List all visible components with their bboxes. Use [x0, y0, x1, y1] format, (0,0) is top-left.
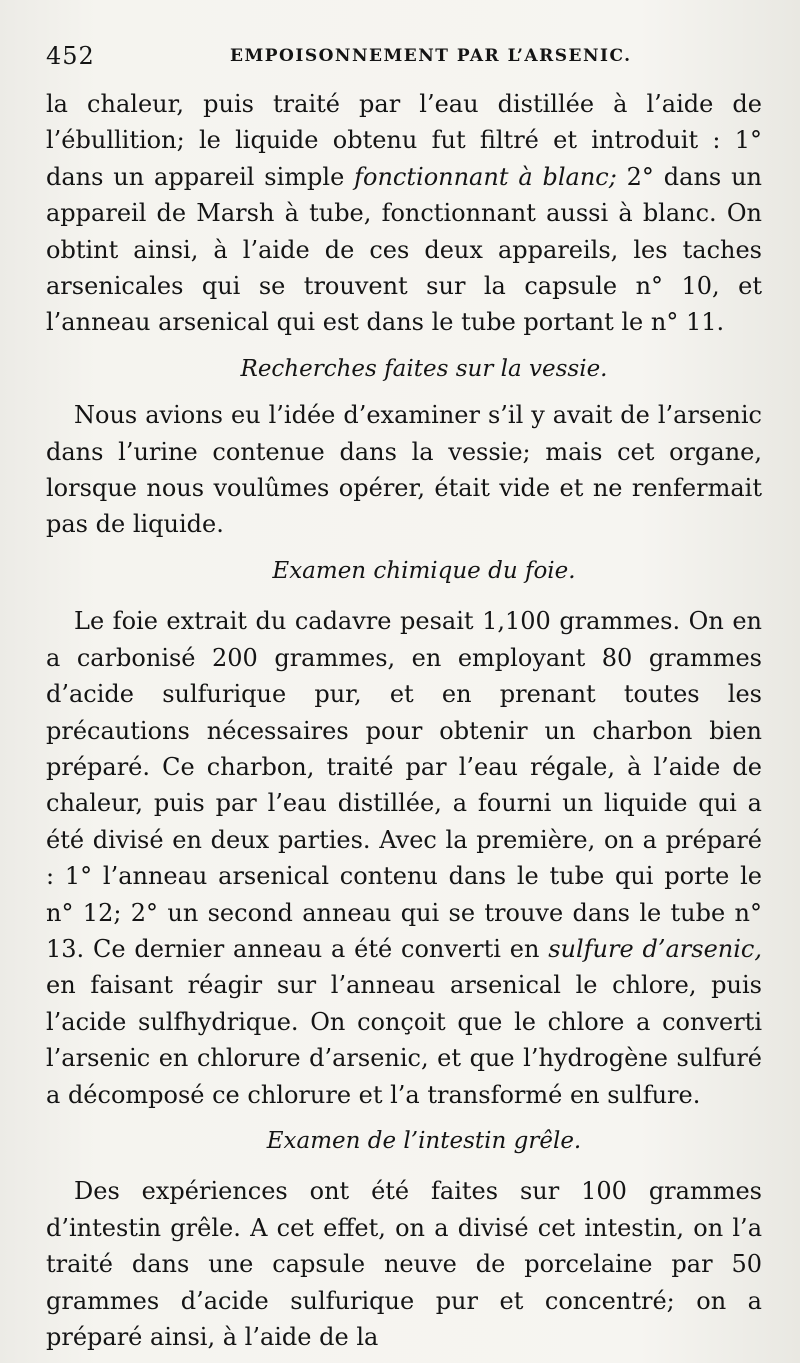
paragraph-distillation-part-2: 2° dans un appareil de Marsh à tube, fonctionnant aussi à blanc. On obtint ainsi, à l’aide de ces deux appareils, les taches arsenicales qui se trouvent sur la capsule n° 10, et l’anneau arsenical qui est dans le tube portant le n° 11. — [46, 162, 762, 337]
body-text — [46, 86, 762, 1355]
paragraph-distillation — [46, 86, 762, 341]
paragraph-distillation-part-1: la chaleur, puis traité par l’eau distillée à l’aide de l’ébullition; le liquide obtenu fut filtré et introduit : 1° dans un appareil simple — [46, 90, 762, 191]
running-title: EMPOISONNEMENT PAR L’ARSENIC. — [230, 46, 632, 66]
paragraph-distillation-italic: fonctionnant à blanc; — [354, 162, 617, 191]
paragraph-liver-italic: sulfure d’arsenic, — [548, 934, 762, 963]
paragraph-liver-part-2: en faisant réagir sur l’anneau arsenical le chlore, puis l’acide sulfhydrique. On conçoit que le chlore a converti l’arsenic en chlorure d’arsenic, et que l’hydrogène sulfuré a décomposé ce chlorure et l’a transformé en sulfure. — [46, 971, 762, 1109]
section-heading-bladder: Recherches faites sur la vessie. — [240, 355, 608, 382]
paragraph-liver-part-1: Le foie extrait du cadavre pesait 1,100 grammes. On en a carbonisé 200 grammes, en employant 80 grammes d’acide sulfurique pur, et en prenant toutes les précautions nécessaires pour obtenir un charbon bien préparé. Ce charbon, traité par l’eau régale, à l’aide de chaleur, puis par l’eau distillée, a fourni un liquide qui a été divisé en deux parties. Avec la première, on a préparé : 1° l’anneau arsenical contenu dans le tube qui porte le n° 12; 2° un second anneau qui se trouve dans le tube n° 13. Ce dernier anneau a été converti en — [46, 607, 762, 963]
page-number: 452 — [46, 42, 95, 70]
paragraph-liver — [46, 603, 762, 1113]
page-header — [46, 40, 762, 80]
paragraph-intestine: Des expériences ont été faites sur 100 grammes d’intestin grêle. A cet effet, on a divisé cet intestin, on l’a traité dans une capsule neuve de porcelaine par 50 grammes d’acide sulfurique pur et concentré; on a préparé ainsi, à l’aide de la — [46, 1177, 762, 1351]
section-heading-liver: Examen chimique du foie. — [272, 557, 576, 584]
paragraph-bladder: Nous avions eu l’idée d’examiner s’il y avait de l’arsenic dans l’urine contenue dans la vessie; mais cet organe, lorsque nous voulûmes opérer, était vide et ne renfermait pas de liquide. — [46, 401, 762, 539]
section-heading-intestine: Examen de l’intestin grêle. — [266, 1127, 582, 1154]
